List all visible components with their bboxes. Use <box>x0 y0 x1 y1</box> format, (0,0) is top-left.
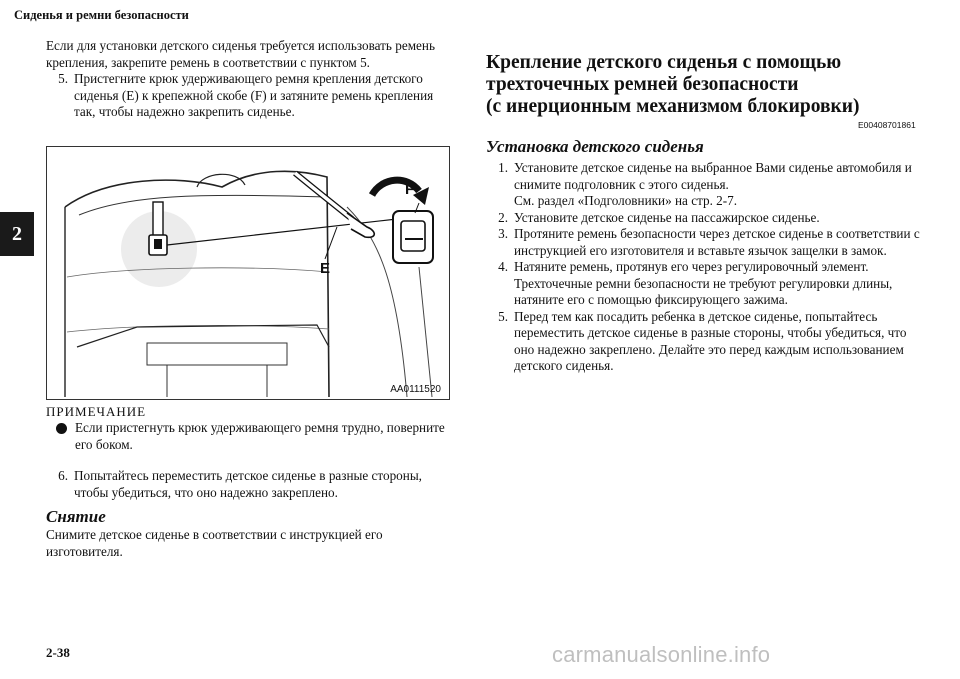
figure-id: AA0111520 <box>390 384 441 395</box>
seat-back-outline <box>65 171 329 397</box>
step-text: Натяните ремень, протянув его через регулировочный элемент. Трехточечные ремни безопасности не требуют регулировки длины, натяните его с помощью фиксирующего зажима. <box>514 259 893 307</box>
chapter-tab: 2 <box>0 212 34 256</box>
page-number: 2-38 <box>46 645 70 660</box>
section-code: E00408701861 <box>858 120 916 130</box>
step-text-main: Установите детское сиденье на выбранное Вами сиденье автомобиля и снимите подголовник с этого сиденья. <box>514 160 912 192</box>
install-step-3 <box>486 226 926 259</box>
tether-hook <box>347 213 374 237</box>
step-6 <box>46 468 456 501</box>
step-5 <box>46 71 456 121</box>
step-number: 3. <box>498 226 508 241</box>
note-body <box>56 420 456 453</box>
step-text: Пристегните крюк удерживающего ремня крепления детского сиденья (E) к крепежной скобе (F) и затяните ремень крепления так, чтобы надежно закрепить сиденье. <box>74 71 434 119</box>
step-text: Попытайтесь переместить детское сиденье в разные стороны, чтобы убедиться, что оно надежно закреплено. <box>74 468 422 500</box>
watermark: carmanualsonline.info <box>552 642 771 667</box>
label-e: E <box>320 260 331 277</box>
section-title-line: (с инерционным механизмом блокировки) <box>486 96 860 117</box>
label-f: F <box>405 181 415 198</box>
section-title <box>486 52 926 118</box>
seat-anchor-illustration <box>46 146 450 400</box>
install-step-1 <box>486 160 926 210</box>
install-step-4 <box>486 259 926 309</box>
step-number: 1. <box>498 160 508 175</box>
step-text: Установите детское сиденье на пассажирское сиденье. <box>514 209 820 225</box>
install-step-5 <box>486 309 926 375</box>
bullet-icon <box>56 423 67 434</box>
install-heading: Установка детского сиденья <box>486 137 704 156</box>
running-header: Сиденья и ремни безопасности <box>14 8 189 22</box>
step-text: Перед тем как посадить ребенка в детское сиденье, попытайтесь переместить детское сиденье в разные стороны, чтобы убедиться, что оно надежно закреплено. Делайте это перед каждым использованием детского сиденья. <box>514 308 907 373</box>
anchor-bracket-detail <box>393 211 433 263</box>
left-column-intro <box>46 38 456 121</box>
step-number: 4. <box>498 259 508 274</box>
seat-illustration-drawing <box>47 147 449 399</box>
removal-text: Снимите детское сиденье в соответствии с инструкцией его изготовителя. <box>46 527 383 559</box>
section-title-line: Крепление детского сиденья с помощью <box>486 52 842 73</box>
step-text <box>514 160 926 210</box>
step-number: 6. <box>58 468 68 483</box>
note-text: Если пристегнуть крюк удерживающего ремня трудно, поверните его боком. <box>75 420 445 452</box>
step-text-reference: См. раздел «Подголовники» на стр. 2-7. <box>514 193 738 208</box>
removal-heading: Снятие <box>46 507 106 526</box>
step-number: 2. <box>498 209 508 225</box>
install-step-2 <box>486 210 926 227</box>
step-text: Протяните ремень безопасности через детское сиденье в соответствии с инструкцией его изготовителя и вставьте язычок защелки в замок. <box>514 226 920 258</box>
install-steps <box>486 160 926 375</box>
note-heading: ПРИМЕЧАНИЕ <box>46 404 147 419</box>
step-number: 5. <box>498 308 508 324</box>
section-title-line: трехточечных ремней безопасности <box>486 74 799 95</box>
intro-paragraph: Если для установки детского сиденья требуется использовать ремень крепления, закрепите ремень в соответствии с пунктом 5. <box>46 38 435 70</box>
step-number: 5. <box>58 71 68 86</box>
